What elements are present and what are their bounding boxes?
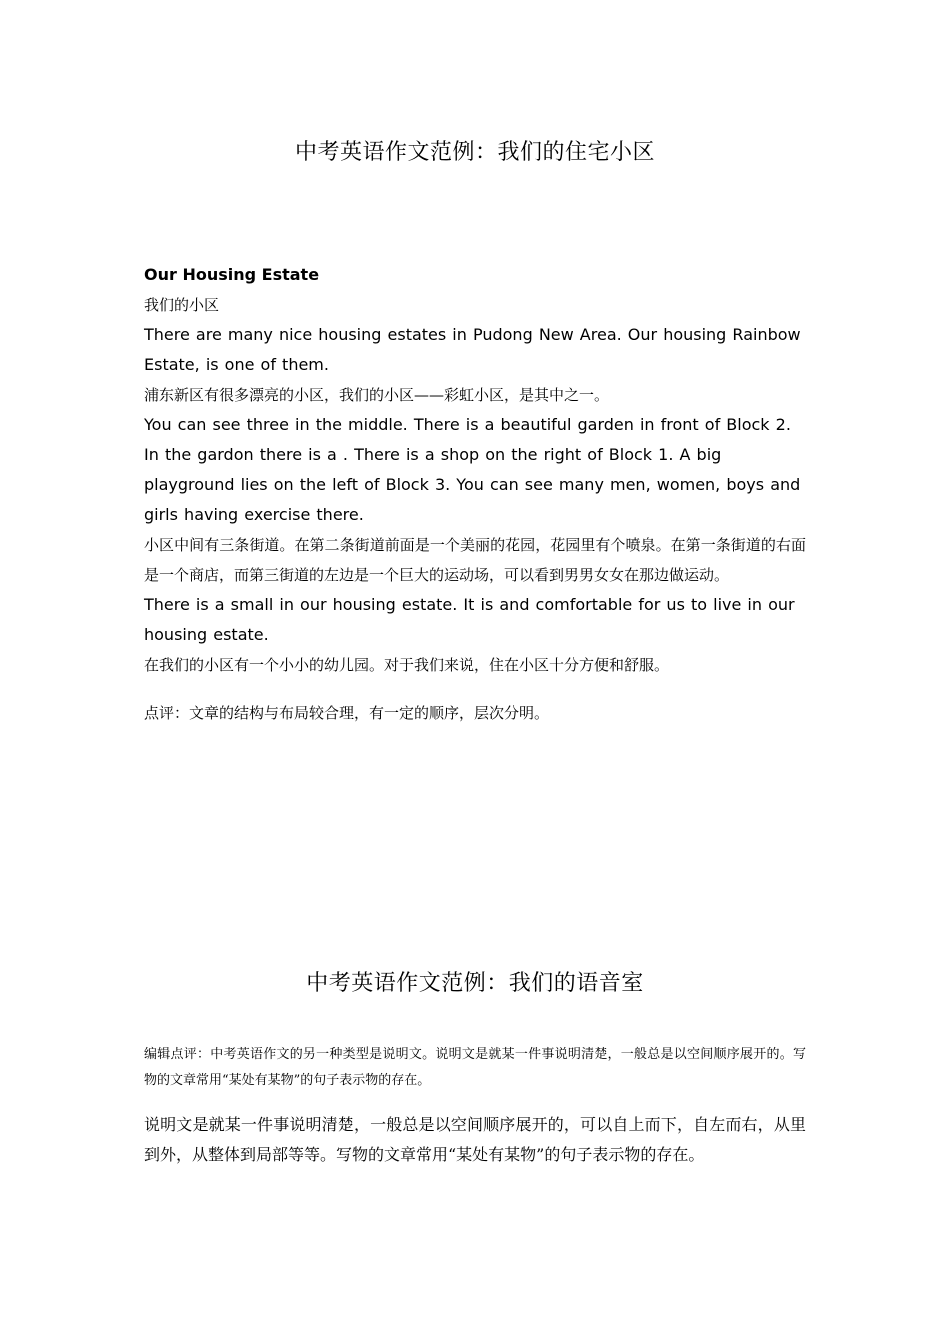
section1-title: 中考英语作文范例：我们的住宅小区 [294, 140, 655, 165]
section1-essay [144, 260, 806, 728]
essay-title-en: Our Housing Estate [144, 265, 320, 284]
paragraph-1-en: There are many nice housing estates in Pudong New Area. Our housing Rainbow Estate, is one of them. [144, 325, 801, 374]
section2-title: 中考英语作文范例：我们的语音室 [306, 971, 644, 996]
essay-title-zh: 我们的小区 [144, 296, 220, 314]
section2-content [144, 1042, 806, 1170]
essay-comment: 点评：文章的结构与布局较合理，有一定的顺序，层次分明。 [144, 704, 550, 722]
paragraph-1-zh: 浦东新区有很多漂亮的小区，我们的小区——彩虹小区，是其中之一。 [144, 386, 610, 404]
editor-comment: 编辑点评：中考英语作文的另一种类型是说明文。说明文是就某一件事说明清楚，一般总是以空间顺序展开的。写物的文章常用“某处有某物”的句子表示物的存在。 [144, 1047, 806, 1088]
paragraph-2-zh: 小区中间有三条街道。在第二条街道前面是一个美丽的花园，花园里有个喷泉。在第一条街道的右面是一个商店，而第三街道的左边是一个巨大的运动场，可以看到男男女女在那边做运动。 [144, 536, 806, 584]
paragraph-3-zh: 在我们的小区有一个小小的幼儿园。对于我们来说，住在小区十分方便和舒服。 [144, 656, 670, 674]
paragraph-2-en: You can see three in the middle. There is a beautiful garden in front of Block 2. In the gardon there is a . There is a shop on the right of Block 1. A big playground lies on the left of Block 3. You can see many men, women, boys and girls having exercise there. [144, 415, 801, 524]
paragraph-3-en: There is a small in our housing estate. It is and comfortable for us to live in our housing estate. [144, 595, 795, 644]
section2-body: 说明文是就某一件事说明清楚，一般总是以空间顺序展开的，可以自上而下，自左而右，从里到外，从整体到局部等等。写物的文章常用“某处有某物”的句子表示物的存在。 [144, 1115, 806, 1164]
